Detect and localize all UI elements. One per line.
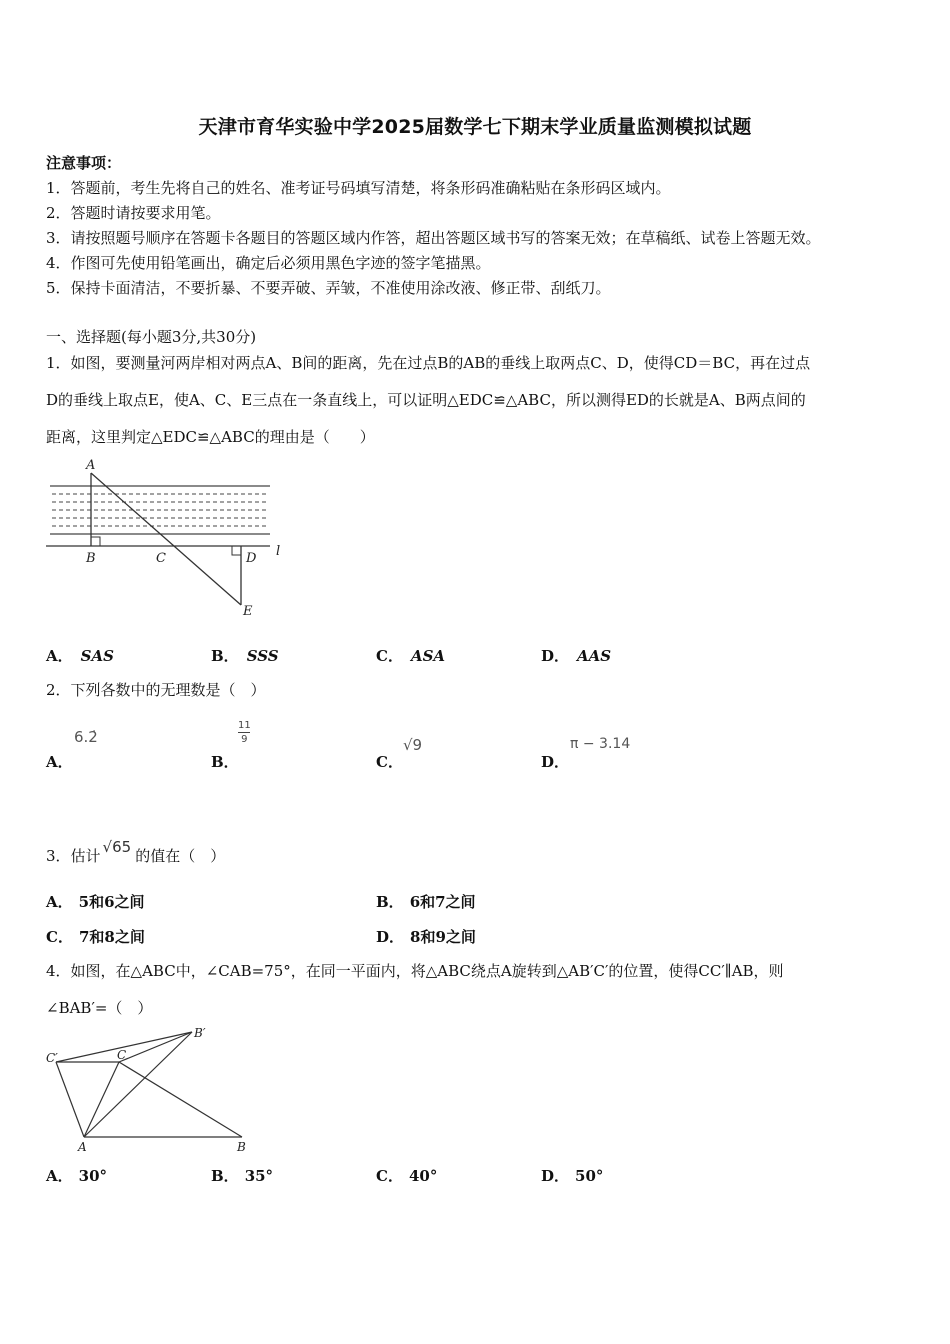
q2-option-a[interactable]: A．: [46, 753, 73, 771]
label-B: B: [86, 551, 96, 566]
q2-stem: 2．下列各数中的无理数是（ ）: [46, 681, 266, 699]
q1-line-3: 距离，这里判定△EDC≌△ABC的理由是（ ）: [46, 428, 375, 446]
q3-option-c[interactable]: C． 7和8之间: [46, 928, 145, 946]
label-l: l: [276, 544, 281, 559]
notice-item-3: 3．请按照题号顺序在答题卡各题目的答题区域内作答，超出答题区域书写的答案无效；在草稿纸、试卷上答题无效。: [46, 229, 821, 247]
q3-prefix: 3．估计: [46, 847, 101, 865]
segment-AE: [91, 473, 241, 605]
river-water-lines: [52, 494, 268, 526]
label-B: B: [237, 1140, 246, 1154]
q4-line-2: ∠BAB′=（ ）: [46, 999, 153, 1017]
q1-option-b[interactable]: B． SSS: [211, 647, 279, 665]
q1-option-c[interactable]: C． ASA: [376, 647, 446, 665]
q2-option-c-math: √9: [403, 736, 423, 754]
segment-C-B: [119, 1062, 242, 1137]
q3-option-d[interactable]: D． 8和9之间: [376, 928, 476, 946]
right-angle-B: [91, 537, 100, 546]
q4-rotation-figure: [44, 1022, 264, 1157]
q3-option-a[interactable]: A． 5和6之间: [46, 893, 145, 911]
fraction-numerator: 11: [238, 720, 251, 731]
q1-option-a[interactable]: A． SAS: [46, 647, 114, 665]
q3-suffix: 的值在（ ）: [135, 847, 226, 865]
q2-option-b-fraction: [238, 720, 251, 745]
q4-option-b[interactable]: B． 35°: [211, 1167, 274, 1185]
label-E: E: [243, 604, 253, 619]
q1-river-figure: [44, 455, 294, 625]
q4-line-1: 4．如图，在△ABC中，∠CAB=75°，在同一平面内，将△ABC绕点A旋转到△AB′C′的位置，使得CC′∥AB，则: [46, 962, 784, 980]
q1-line-1: 1．如图，要测量河两岸相对两点A、B间的距离，先在过点B的AB的垂线上取两点C、D，使得CD＝BC，再在过点: [46, 354, 811, 372]
q2-option-b[interactable]: B．: [211, 753, 239, 771]
q3-option-b[interactable]: B． 6和7之间: [376, 893, 476, 911]
segment-C-B1: [119, 1032, 192, 1062]
page-title: 天津市育华实验中学2025届数学七下期末学业质量监测模拟试题: [198, 116, 752, 138]
q3-stem: [46, 838, 226, 866]
q4-option-c[interactable]: C． 40°: [376, 1167, 438, 1185]
label-D: D: [246, 551, 257, 566]
label-B-prime: B′: [194, 1026, 206, 1040]
segment-A-C: [84, 1062, 119, 1137]
label-C: C: [156, 551, 166, 566]
q4-option-d[interactable]: D． 50°: [541, 1167, 604, 1185]
notice-item-2: 2．答题时请按要求用笔。: [46, 204, 221, 222]
label-C-prime: C′: [46, 1051, 58, 1065]
q2-option-a-math: 6.2̇: [74, 728, 98, 746]
q1-line-2: D的垂线上取点E，使A、C、E三点在一条直线上，可以证明△EDC≌△ABC，所以测得ED的长就是A、B两点间的: [46, 391, 806, 409]
section-heading: 一、选择题(每小题3分,共30分): [46, 328, 257, 346]
q2-option-c[interactable]: C．: [376, 753, 403, 771]
notice-item-5: 5．保持卡面清洁，不要折暴、不要弄破、弄皱，不准使用涂改液、修正带、刮纸刀。: [46, 279, 611, 297]
q3-radical: √65: [102, 838, 132, 856]
q4-option-a[interactable]: A． 30°: [46, 1167, 108, 1185]
right-angle-D: [232, 546, 241, 555]
segment-A-C1: [56, 1062, 84, 1137]
q1-option-d[interactable]: D． AAS: [541, 647, 612, 665]
label-A: A: [78, 1140, 87, 1154]
segment-A-B1: [84, 1032, 192, 1137]
fraction-denominator: 9: [241, 734, 248, 745]
notice-heading: 注意事项：: [46, 154, 122, 172]
q2-option-d-math: π − 3.14: [570, 736, 631, 752]
label-A: A: [86, 458, 96, 473]
label-C: C: [117, 1048, 127, 1062]
fraction-bar: [238, 732, 250, 733]
notice-item-4: 4．作图可先使用铅笔画出，确定后必须用黑色字迹的签字笔描黑。: [46, 254, 491, 272]
q2-option-d[interactable]: D．: [541, 753, 570, 771]
notice-item-1: 1．答题前，考生先将自己的姓名、准考证号码填写清楚，将条形码准确粘贴在条形码区域内。: [46, 179, 671, 197]
